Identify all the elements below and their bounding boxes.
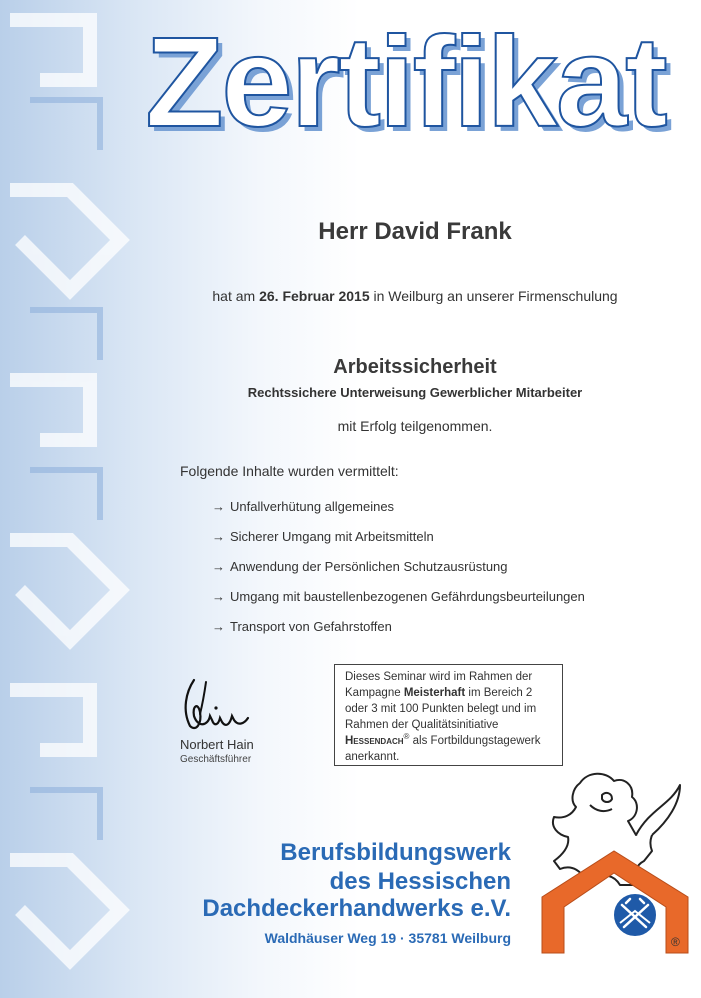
list-item: → Unfallverhütung allgemeines bbox=[212, 497, 585, 527]
arrow-icon: → bbox=[212, 619, 225, 634]
organization-line-3: Dachdeckerhandwerks e.V. bbox=[202, 895, 511, 922]
attendance-prefix: hat am bbox=[212, 288, 256, 304]
arrow-icon: → bbox=[212, 499, 225, 514]
arrow-icon: → bbox=[212, 529, 225, 544]
arrow-icon: → bbox=[212, 589, 225, 604]
lion-house-logo-icon bbox=[540, 765, 690, 955]
contents-list bbox=[212, 497, 585, 647]
registered-mark: ® bbox=[671, 935, 680, 949]
attendance-suffix: in Weilburg an unserer Firmenschulung bbox=[373, 288, 618, 304]
organization-line-2: des Hessischen bbox=[329, 868, 511, 895]
decorative-border-pattern bbox=[0, 0, 150, 998]
signatory-name: Norbert Hain bbox=[180, 737, 254, 752]
organization-address: Waldhäuser Weg 19 · 35781 Weilburg bbox=[264, 930, 511, 946]
list-item: → Transport von Gefahrstoffen bbox=[212, 617, 585, 647]
signature-icon bbox=[176, 672, 266, 734]
certificate-title: Zertifikat bbox=[145, 11, 666, 154]
course-subtitle: Rechtssichere Unterweisung Gewerblicher Mitarbeiter bbox=[247, 385, 583, 400]
course-title: Arbeitssicherheit bbox=[333, 356, 497, 378]
campaign-name: Meisterhaft bbox=[403, 687, 466, 699]
list-item: → Anwendung der Persönlichen Schutzausrüstung bbox=[212, 557, 585, 587]
signatory-role: Geschäftsführer bbox=[180, 754, 252, 765]
list-item: → Sicherer Umgang mit Arbeitsmitteln bbox=[212, 527, 585, 557]
organization-line-1: Berufsbildungswerk bbox=[280, 839, 511, 866]
recipient-name: Herr David Frank bbox=[318, 218, 512, 245]
seminar-info-box: Dieses Seminar wird im Rahmen der Kampagne Meisterhaft im Bereich 2 oder 3 mit 100 Punkten belegt und im Rahmen der Qualitätsinitiative Hessendach® als Fortbildungstagewerk anerkannt. bbox=[334, 664, 563, 766]
initiative-name: Hessendach bbox=[345, 735, 404, 747]
arrow-icon: → bbox=[212, 559, 225, 574]
success-line: mit Erfolg teilgenommen. bbox=[337, 418, 493, 434]
attendance-line bbox=[150, 288, 680, 304]
attendance-date: 26. Februar 2015 bbox=[259, 288, 370, 304]
contents-intro: Folgende Inhalte wurden vermittelt: bbox=[180, 463, 399, 479]
list-item: → Umgang mit baustellenbezogenen Gefährdungsbeurteilungen bbox=[212, 587, 585, 617]
